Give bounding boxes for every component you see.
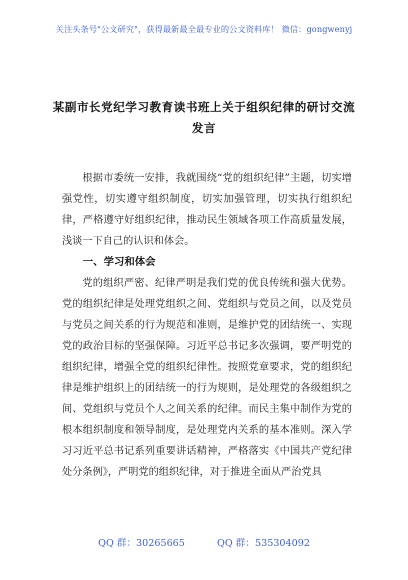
section-heading: 一、学习和体会 bbox=[82, 256, 156, 268]
section-paragraph: 党的组织严密、纪律严明是我们党的优良传统和强大优势。党的组织纪律是处理党组织之间、党组织与党员之间，以及党员与党员之间关系的行为规范和准则，是维护党的团结统一、实现党的政治目标的坚强保障。习近平总书记多次强调，要严明党的组织纪律，增强全党的组织纪律性。按照党章要求，党的组织纪律是维护组织上的团结统一的行为规则，是处理党的各级组织之间、党组织与党员个人之间关系的纪律。而民主集中制作为党的根本组织制度和领导制度，是处理党内关系的基本准则。深入学习习近平总书记系列重要讲话精神，严格落实《中国共产党纪律处分条例》，严明党的组织纪律，对于推进全面从严治党具 bbox=[62, 278, 352, 478]
document-title-continued: 发言 bbox=[191, 121, 217, 135]
footer-qq-group-1: QQ 群：30265665 bbox=[98, 538, 185, 549]
document-body bbox=[62, 168, 352, 483]
footer-qq-group-2: QQ 群：535304092 bbox=[217, 538, 310, 549]
header-banner: 关注头条号"公文研究"，获得最新最全最专业的公文资料库！ 微信：gongwenyj bbox=[55, 24, 353, 34]
intro-paragraph: 根据市委统一安排，我就围绕“党的组织纪律”主题，切实增强党性，切实遵守组织制度，切实加强管理，切实执行组织纪律，严格遵守好组织纪律，推动民生领域各项工作高质量发展，浅谈一下自己的认识和体会。 bbox=[62, 173, 352, 247]
document-title: 某副市长党纪学习教育读书班上关于组织纪律的研讨交流 bbox=[52, 100, 356, 114]
footer bbox=[0, 535, 408, 549]
